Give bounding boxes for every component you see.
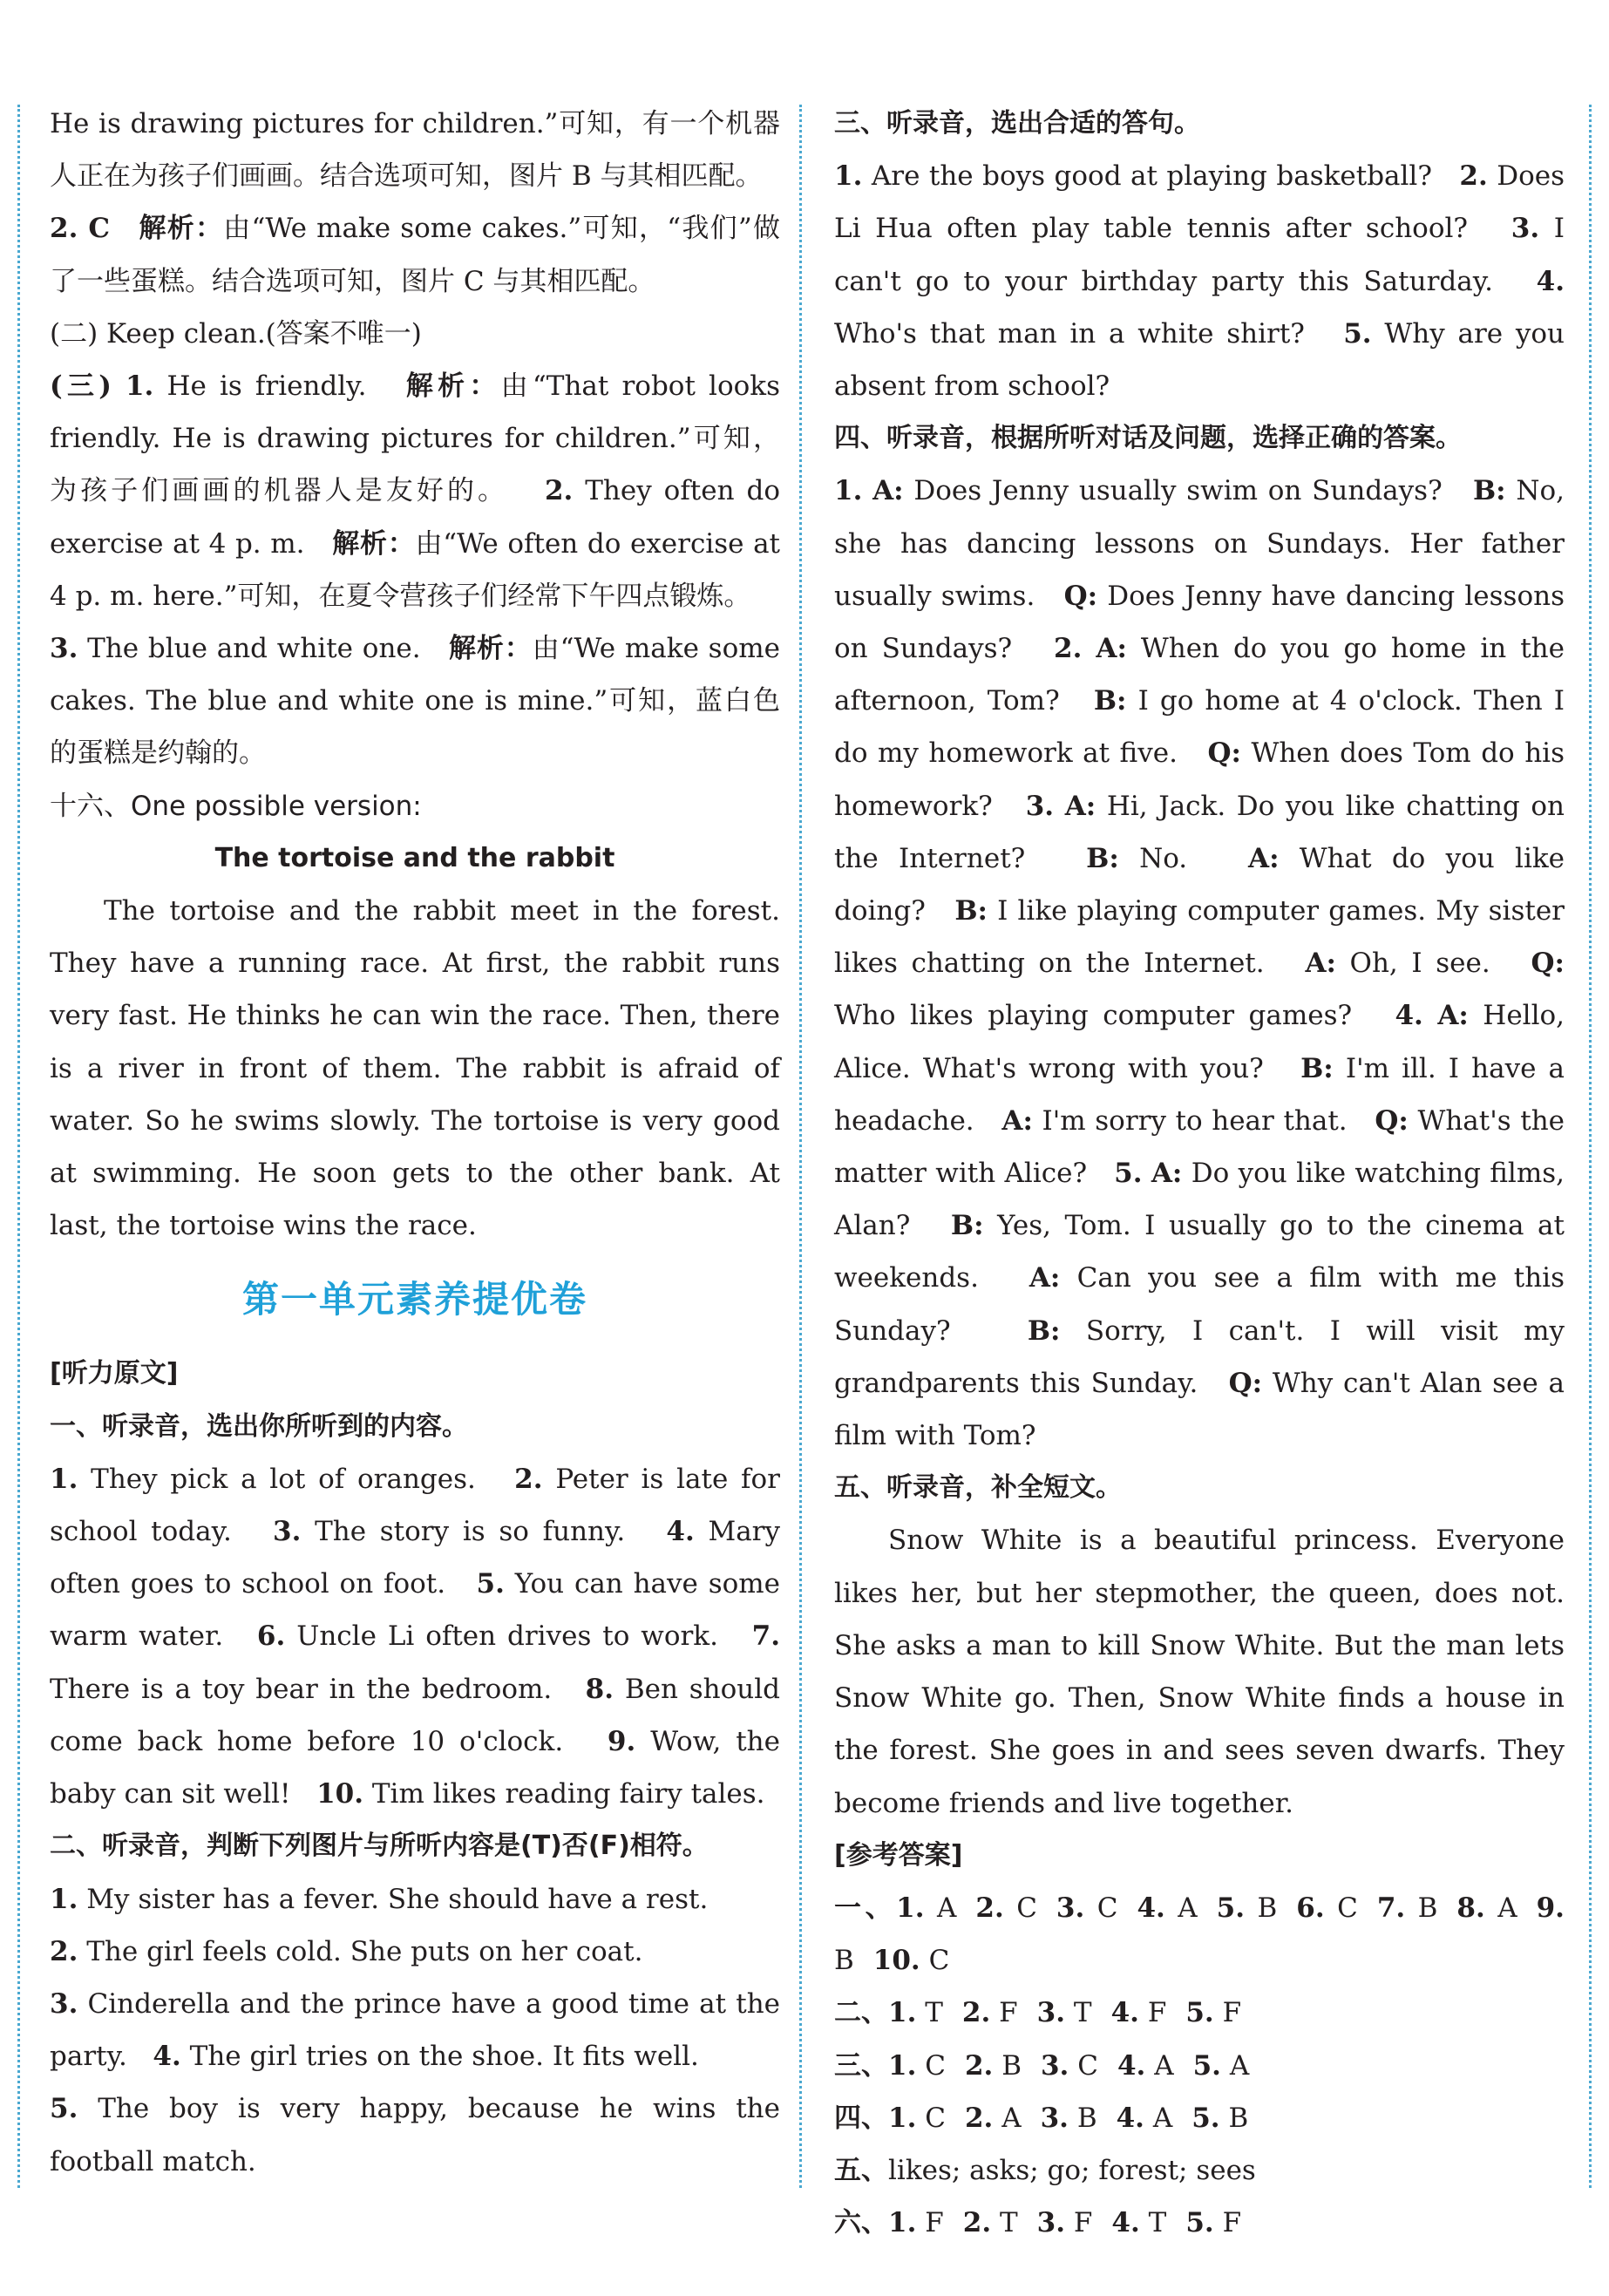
dialogue-text: Why can't Alan see a film with Tom? [834,1367,1565,1452]
answer-value: B [1228,2102,1249,2134]
answer-value: C [928,1945,950,1977]
speaker-label: A: [1096,633,1127,665]
answer-value: A [1152,2102,1173,2134]
analysis-label: 解析： [405,370,501,403]
item-text: Are the boys good at playing basketball? [871,160,1432,193]
item-text: The story is so funny. [315,1516,626,1548]
item-text: Mary often goes to school on foot. [50,1516,781,1600]
item-number: 2. [514,1463,543,1495]
item-number: 3. [50,633,78,665]
answer-value: F [1222,1997,1242,2029]
dialogue-text: No. [1139,842,1188,874]
section-1-heading: 一、听录音，选出你所听到的内容。 [50,1410,468,1442]
item-text: Who's that man in a white shirt? [834,317,1305,350]
item-number: 3. [1511,213,1540,245]
answer-value: C [1096,1892,1118,1924]
answer-section-label: 五、 [834,2154,888,2186]
dialogue-text: Hello, Alice. What's wrong with you? [834,1000,1565,1084]
section-3-items [834,150,1565,412]
speaker-label: Q: [1063,580,1098,612]
essay-body: The tortoise and the rabbit meet in the forest. They have a running race. At first, the rabbit runs very fast. He thinks he can win the race. Then, there is a river in front of them. The rabbit is afraid of water. So he swims slowly. The tortoise is very good at swimming. He soon gets to the other bank. At last, the tortoise wins the race. [50,895,780,1242]
section-2-line [50,1926,780,1978]
analysis-label: 解析： [139,213,224,245]
answer-value: T [925,1997,943,2029]
speaker-label: A: [1248,842,1280,874]
left-dotted-margin-line [17,105,20,2188]
section-5-passage: Snow White is a beautiful princess. Everyone likes her, but her stepmother, the queen, does not. She asks a man to kill Snow White. But the man lets Snow White go. Then, Snow White finds a house in the forest. She goes in and sees seven dwarfs. They become friends and live together. [834,1525,1565,1819]
answer-value: T [1073,1997,1092,2029]
dialogue-text: Do you like watching films, Alan? [834,1158,1565,1242]
answer-value: F [1147,1997,1167,2029]
answer-number: 5. [1185,1997,1214,2029]
answer-number: 9. [1536,1892,1565,1924]
unit-title: 第一单元素养提优卷 [241,1278,587,1321]
speaker-label: A: [1151,1158,1183,1190]
item-number: 5. [476,1568,505,1600]
section-2-line [50,2082,780,2187]
answer-value: C [1337,1892,1358,1924]
answer-number: 2. [962,2207,992,2239]
answer-number: 1. [888,2207,917,2239]
speaker-label: B: [1093,685,1127,717]
answer-value: C [925,2049,946,2082]
dialogue-text: When does Tom do his homework? [834,737,1565,822]
answer-number: 8. [1456,1892,1485,1924]
analysis-text: 由“That robot looks friendly. He is drawing pictures for children.”可知，为孩子们画画的机器人是友好的。 [50,370,780,507]
answer-value: F [999,1997,1018,2029]
item-number: 5. [1114,1158,1143,1190]
answer-section-label: 二、 [834,1997,888,2029]
answer-number: 1. [888,2049,917,2082]
answer-section-label: 三、 [834,2049,888,2082]
answer-number: 3. [1040,2049,1069,2082]
speaker-label: A: [872,475,904,507]
answer-value: A [1001,2102,1022,2134]
answer-value: F [925,2207,944,2239]
answer-value: T [999,2207,1018,2239]
item-text: Why are you absent from school? [834,317,1565,403]
answer-value: A [1229,2049,1250,2082]
answer-value: F [1073,2207,1093,2239]
dialogue-text: I like playing computer games. My sister likes chatting on the Internet. [834,895,1565,980]
item-text: The girl tries on the shoe. It fits well. [189,2041,699,2073]
answer-number: 6. [1296,1892,1325,1924]
item-text: I can't go to your birthday party this Saturday. [834,213,1565,297]
item-number: 8. [585,1673,614,1705]
speaker-label: B: [954,895,988,927]
item-text: Wow, the baby can sit well! [50,1725,780,1810]
answer-value: C [1016,1892,1037,1924]
answer-row [834,2144,1565,2197]
essay-title: The tortoise and the rabbit [214,842,615,873]
dialogue-text: I go home at 4 o'clock. Then I do my homework at five. [834,685,1565,770]
answer-text: likes; asks; go; forest; sees [888,2154,1256,2186]
item-text: You can have some warm water. [50,1568,781,1653]
speaker-label: B: [1086,842,1119,874]
section-2-line [50,1978,780,2082]
speaker-label: Q: [1531,948,1565,980]
item-number: 5. [1343,317,1372,350]
speaker-label: Q: [1207,737,1241,770]
item-number: 1. [50,1883,78,1915]
answer-number: 7. [1376,1892,1406,1924]
right-column [834,98,1565,2249]
item-text: Tim likes reading fairy tales. [371,1778,765,1810]
answer-number: 1. [896,1892,925,1924]
section-1-items [50,1453,780,1820]
item-text: The boy is very happy, because he wins the football match. [50,2093,780,2177]
analysis-paragraph-2 [50,202,780,307]
speaker-label: A: [1305,948,1336,980]
dialogue-text: Hi, Jack. Do you like chatting on the Internet? [834,790,1565,874]
speaker-label: B: [1472,475,1506,507]
analysis-label: 解析： [332,527,416,560]
item-number: 4. [1395,1000,1423,1032]
center-dotted-divider [799,105,802,2188]
answer-number: 5. [1185,2207,1214,2239]
section-2-line [50,1873,780,1926]
analysis-paragraph-3 [50,360,780,622]
item-number: 4. [153,2041,181,2073]
answer-section-label: 四、 [834,2102,888,2134]
item-number: 2. [1054,633,1083,665]
dialogue-text: Who likes playing computer games? [834,1000,1353,1032]
answer-key [834,1882,1565,2249]
speaker-label: A: [1437,1000,1469,1032]
item-number: 1. [50,1463,78,1495]
answer-section-label: 一、 [834,1892,897,1924]
answer-text: The blue and white one. [78,633,431,665]
item-number: 3. [1025,790,1055,822]
section-2-items [50,1873,780,2188]
answer-number: 3. [1036,2207,1066,2239]
answer-number: 4. [1137,1892,1165,1924]
answer-number: 4. [1116,2102,1144,2134]
answer-key-heading: [参考答案] [834,1839,963,1871]
answer-number: 4. [1117,2049,1146,2082]
item-number: 2. [50,1935,78,1967]
dialogue-text: Oh, I see. [1349,948,1490,980]
item-number: 6. [256,1620,286,1653]
item-number: (三) 1. [50,370,154,403]
answer-number: 3. [1040,2102,1069,2134]
item-text: They pick a lot of oranges. [91,1463,476,1495]
answer-row [834,1882,1565,1987]
answer-value: A [936,1892,957,1924]
answer-value: B [1001,2049,1022,2082]
item-text: The girl feels cold. She puts on her coat. [86,1935,643,1967]
dialogue-text: What do you like doing? [834,842,1565,927]
answer-number: 5. [1191,2102,1220,2134]
section-4-heading: 四、听录音，根据所听对话及问题，选择正确的答案。 [834,423,1462,454]
answer-number: 1. [888,1997,917,2029]
item-number: 2. [544,475,574,507]
answer-number: 2. [964,2049,994,2082]
analysis-text: 由“We often do exercise at 4 p. m. here.”可知，在夏令营孩子们经常下午四点锻炼。 [50,527,781,612]
answer-number: 5. [1216,1892,1246,1924]
item-text: Does Li Hua often play table tennis after school? [834,160,1565,245]
dialogue-text: Yes, Tom. I usually go to the cinema at weekends. [834,1210,1565,1294]
item-text: Uncle Li often drives to work. [296,1620,718,1653]
analysis-text: 由“We make some cakes. The blue and white one is mine.”可知，蓝白色的蛋糕是约翰的。 [50,633,780,770]
speaker-label: Q: [1375,1104,1409,1137]
answer-keep-clean: (二) Keep clean.(答案不唯一) [50,317,422,350]
answer-value: B [834,1945,854,1977]
speaker-label: A: [1064,790,1096,822]
item-number: 2. C [50,213,111,245]
item-number: 1. [834,475,863,507]
section-5-heading: 五、听录音，补全短文。 [834,1472,1122,1504]
answer-value: B [1417,1892,1438,1924]
item-text: Cinderella and the prince have a good time at the party. [50,1987,781,2073]
dialogue-text: What's the matter with Alice? [834,1104,1565,1190]
item-number: 5. [50,2093,78,2125]
answer-number: 4. [1111,2207,1140,2239]
answer-section-label: 六、 [834,2207,888,2239]
item-number: 4. [1536,265,1565,297]
answer-row [834,2092,1565,2144]
analysis-label: 解析： [448,633,533,665]
answer-number: 2. [975,1892,1004,1924]
dialogue-text: Can you see a film with me this Sunday? [834,1262,1565,1347]
answer-value: T [1148,2207,1167,2239]
left-column [50,98,780,2188]
answer-number: 4. [1110,1997,1139,2029]
dialogue-text: No, she has dancing lessons on Sundays. Her father usually swims. [834,475,1565,612]
answer-value: C [1077,2049,1098,2082]
right-dotted-margin-line [1589,105,1592,2188]
speaker-label: B: [1300,1052,1334,1084]
speaker-label: A: [1029,1262,1061,1294]
speaker-label: A: [1001,1104,1033,1137]
item-text: Ben should come back home before 10 o'clock. [50,1673,781,1757]
answer-text: He is friendly. [153,370,380,403]
answer-row [834,2040,1565,2092]
answer-value: A [1497,1892,1517,1924]
section-3-heading: 三、听录音，选出合适的答句。 [834,108,1200,139]
dialogue-text: When do you go home in the afternoon, Tom? [834,633,1565,717]
answer-value: F [1222,2207,1242,2239]
item-number: 3. [50,1987,78,2020]
item-number: 9. [607,1725,636,1757]
item-text: My sister has a fever. She should have a rest. [86,1883,709,1915]
answer-text: They often do exercise at 4 p. m. [50,475,781,560]
speaker-label: B: [950,1210,984,1242]
analysis-text: 由“We make some cakes.”可知，“我们”做了一些蛋糕。结合选项可知，图片 C 与其相匹配。 [50,213,781,297]
analysis-paragraph-4 [50,622,780,780]
item-text: There is a toy bear in the bedroom. [50,1673,553,1705]
item-number: 10. [316,1778,364,1810]
analysis-paragraph-1: He is drawing pictures for children.”可知，有一个机器人正在为孩子们画画。结合选项可知，图片 B 与其相匹配。 [50,108,780,193]
item-number: 3. [273,1516,302,1548]
section-2-heading: 二、听录音，判断下列图片与所听内容是(T)否(F)相符。 [50,1831,709,1862]
answer-row [834,1987,1565,2039]
answer-number: 5. [1192,2049,1221,2082]
listening-script-heading: [听力原文] [50,1358,179,1389]
item-number: 7. [751,1620,781,1653]
essay-heading: 十六、One possible version: [50,790,422,822]
answer-number: 1. [888,2102,917,2134]
answer-value: A [1178,1892,1198,1924]
answer-value: B [1257,1892,1278,1924]
item-text: Peter is late for school today. [50,1463,781,1548]
answer-row [834,2197,1565,2249]
speaker-label: B: [1027,1314,1061,1347]
section-4-dialogues [834,465,1565,1462]
dialogue-text: Sorry, I can't. I will visit my grandparents this Sunday. [834,1314,1565,1399]
dialogue-text: I'm sorry to hear that. [1042,1104,1348,1137]
answer-value: A [1154,2049,1174,2082]
answer-number: 2. [964,2102,994,2134]
answer-value: C [925,2102,946,2134]
dialogue-text: I'm ill. I have a headache. [834,1052,1565,1137]
answer-number: 10. [872,1945,920,1977]
item-number: 4. [666,1516,695,1548]
dialogue-text: Does Jenny usually swim on Sundays? [913,475,1443,507]
answer-number: 3. [1056,1892,1085,1924]
item-number: 2. [1459,160,1488,193]
answer-value: B [1076,2102,1097,2134]
speaker-label: Q: [1228,1367,1263,1399]
item-number: 1. [834,160,863,193]
answer-number: 3. [1036,1997,1066,2029]
answer-number: 2. [961,1997,991,2029]
dialogue-text: Does Jenny have dancing lessons on Sundays? [834,580,1565,665]
